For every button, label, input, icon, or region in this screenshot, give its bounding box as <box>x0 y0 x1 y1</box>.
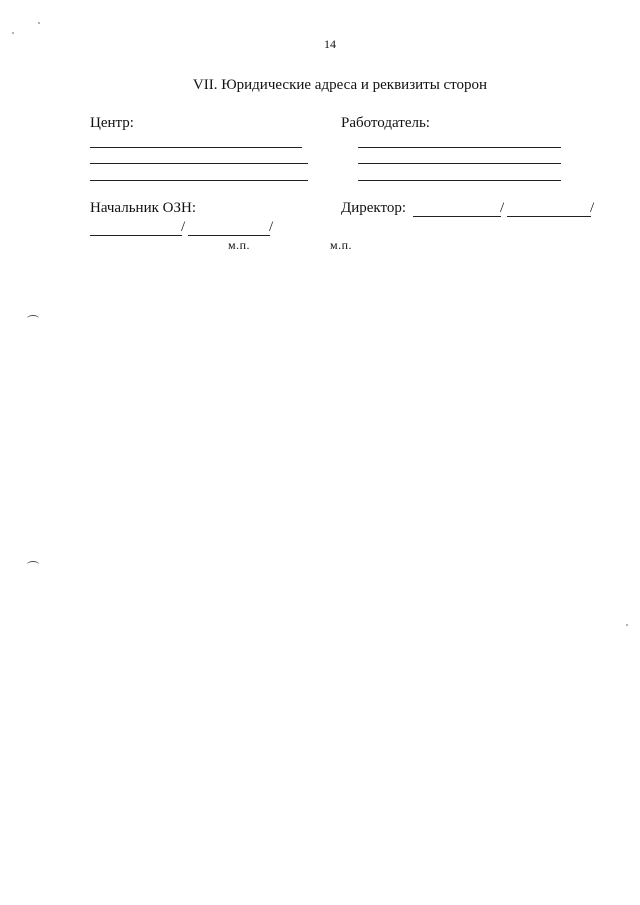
scan-speck <box>626 624 628 626</box>
head-ozn-name-line <box>188 235 270 236</box>
center-address-line-2 <box>90 163 308 164</box>
signature-separator: / <box>269 219 274 235</box>
scan-speck <box>38 22 40 24</box>
center-address-line-1 <box>90 147 302 148</box>
center-label: Центр: <box>90 115 134 131</box>
section-title: VII. Юридические адреса и реквизиты сторон <box>192 77 488 93</box>
hole-punch-mark <box>27 561 39 568</box>
head-ozn-signature-line <box>90 235 182 236</box>
scan-speck <box>12 32 14 34</box>
stamp-place-right: м.п. <box>330 238 353 252</box>
stamp-place-left: м.п. <box>228 238 251 252</box>
head-ozn-label: Начальник ОЗН: <box>90 200 196 216</box>
director-signature-line <box>413 216 501 217</box>
signature-separator: / <box>500 200 505 216</box>
hole-punch-mark <box>27 315 39 322</box>
signature-separator: / <box>590 200 595 216</box>
employer-address-line-2 <box>358 163 561 164</box>
employer-label: Работодатель: <box>341 115 430 131</box>
director-label: Директор: <box>341 200 407 216</box>
employer-address-line-3 <box>358 180 561 181</box>
page-number: 14 <box>324 37 336 51</box>
center-address-line-3 <box>90 180 308 181</box>
signature-separator: / <box>181 219 186 235</box>
employer-address-line-1 <box>358 147 561 148</box>
director-name-line <box>507 216 591 217</box>
